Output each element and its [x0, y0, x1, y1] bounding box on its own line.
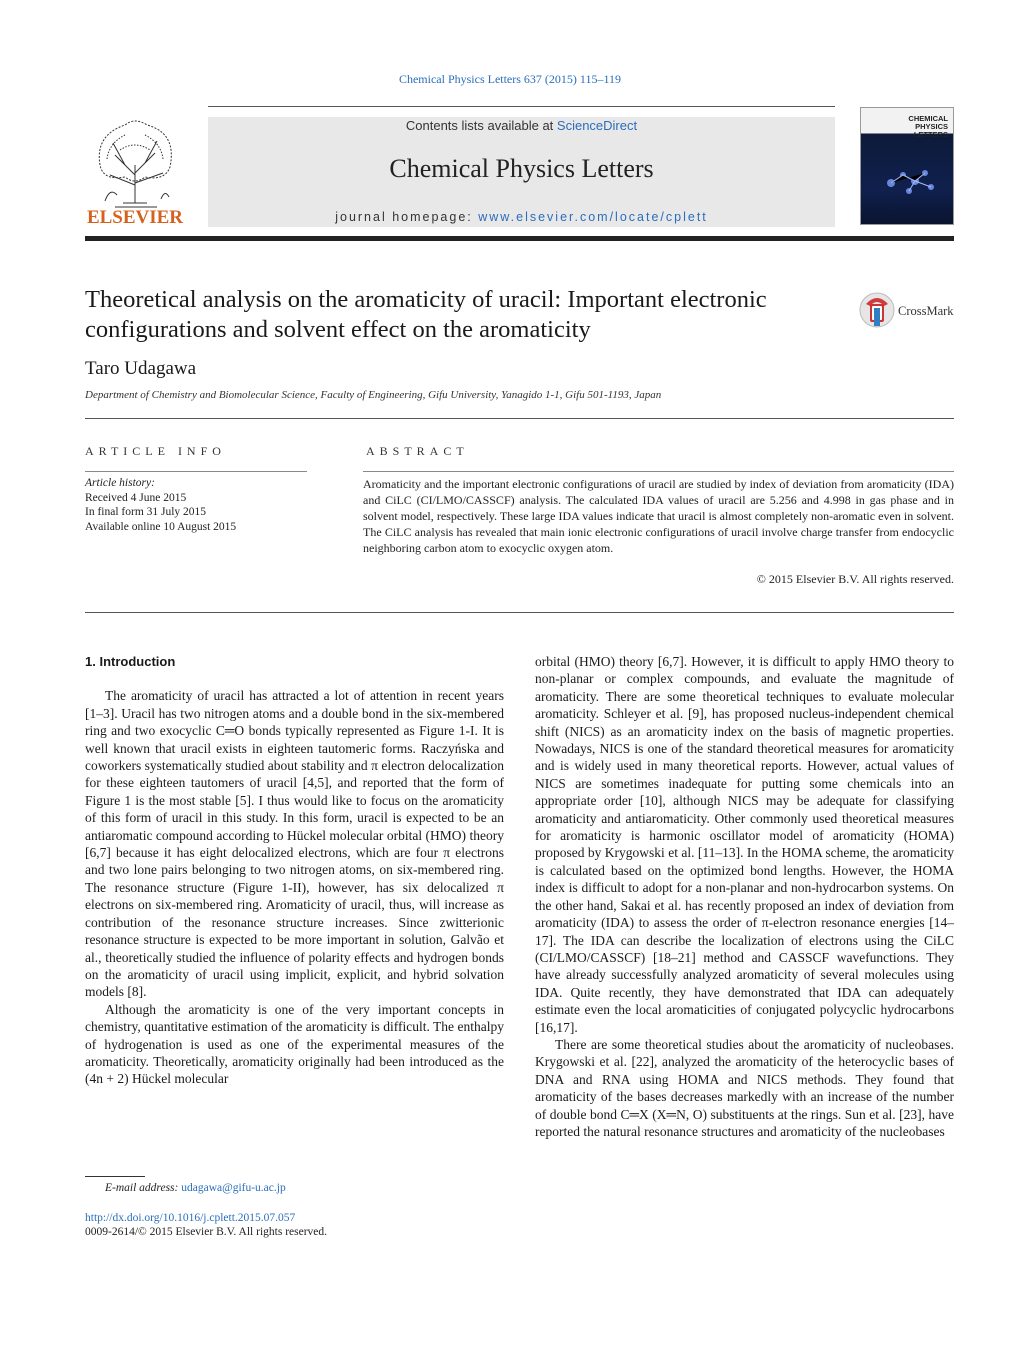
author-name: Taro Udagawa	[85, 358, 197, 379]
header-thick-rule	[85, 236, 954, 241]
paragraph: Although the aromaticity is one of the very important concepts in chemistry, quantitative estimation of the aromaticity is difficult. The enthalpy of hydrogenation is used as one of the experimental measures of the aromaticity. Theoretically, aromaticity originally had been introduced as the (4n + 2) Hückel molecular	[85, 1001, 504, 1087]
paragraph: orbital (HMO) theory [6,7]. However, it is difficult to apply HMO theory to non-planar or complex compounds, and evaluate the magnitude of aromaticity. There are some theoretical techniques to evaluate molecular aromaticity. Schleyer et al. [9], has proposed nucleus-independent chemical shift (NICS) as an aromaticity index on the basis of magnetic properties. Nowadays, NICS is one of the standard theoretical measures for aromaticity and is widely used in many theoretical reports. However, actual values of NICS are sometimes inadequate for putting some chemicals into an appropriate order [10], although NICS may be adequate for classifying aromaticity and antiaromaticity. Other commonly used theoretical measures for aromaticity is harmonic oscillator model of aromaticity (HOMA) proposed by Krygowski et al. [11–13]. In the HOMA scheme, the aromaticity is calculated based on the optimized bond lengths. However, the HOMA index is difficult to adopt for a non-planar and non-hydrocarbon systems. On the other hand, Sakai et al. has recently proposed an index of deviation from aromaticity (IDA) to assess the order of π-electron resonance energies [14–17]. The IDA can describe the localization of electrons using the CiLC (CI/LMO/CASSCF) [18–21] method and CASSCF wavefunctions. They have already successfully analyzed aromaticity of several molecules using IDA. Quite recently, they have demonstrated that IDA can adequately estimate even the local aromaticities of conjugated polycyclic hydrocarbons [16,17].	[535, 654, 954, 1035]
article-info-heading: ARTICLE INFO	[85, 444, 226, 458]
homepage-link[interactable]: www.elsevier.com/locate/cplett	[478, 210, 708, 224]
body-column-left	[85, 653, 504, 1088]
journal-title: Chemical Physics Letters	[389, 154, 654, 183]
paragraph: The aromaticity of uracil has attracted a lot of attention in recent years [1–3]. Uracil has two nitrogen atoms and a double bond in the six-membered ring and two exocyclic C═O bonds typically represented as Figure 1-I. It is well known that uracil exists in eighteen tautomeric forms. Raczyńska and coworkers systematically studied about stability and π electron delocalization for these eighteen tautomers of uracil [4,5], and reported that the form of Figure 1 is the most stable [5]. I thus would like to focus on the aromaticity of this form of uracil in this study. In this form, uracil is expected to be an antiaromatic compound according to Hückel molecular orbital (HMO) theory [6,7] because it has eight delocalized electrons, which are four π electrons and two lone pairs belonging to two nitrogen atoms, on six-membered ring. The resonance structure (Figure 1-II), however, has six delocalized π electrons on six-membered ring. Aromaticity of uracil, thus, will increase as contribution of the resonance structure increases. Since zwitterionic resonance structure is expected to be more important in solution, Galvão et al., theoretically studied the influence of polarity effects and hydrogen bonds on the aromaticity of uracil using implicit, explicit, and hybrid solvation models [8].	[85, 688, 504, 1000]
abstract-text: Aromaticity and the important electronic configurations of uracil are studied by index of deviation from aromaticity (IDA) and CiLC (CI/LMO/CASSCF) analysis. The calculated IDA values of uracil are 5.256 and 4.998 in gas phase and in solvent model, respectively. These large IDA values indicate that uracil is almost completely non-aromatic even in solvent. The CiLC analysis has revealed that main ionic electronic configurations of uracil involve charge transfer from endocyclic neighboring carbon atom to exocyclic oxygen atom.	[363, 477, 954, 555]
abstract-rule	[363, 471, 954, 472]
history-final-form: In final form 31 July 2015	[85, 506, 207, 518]
section-heading-introduction: 1. Introduction	[85, 654, 176, 669]
header-top-rule	[208, 106, 835, 107]
abstract-heading: ABSTRACT	[366, 444, 469, 458]
article-info-rule	[85, 471, 307, 472]
email-label: E-mail address:	[105, 1182, 182, 1194]
doi-link[interactable]: http://dx.doi.org/10.1016/j.cplett.2015.07.057	[85, 1212, 296, 1224]
journal-citation[interactable]: Chemical Physics Letters 637 (2015) 115–119	[398, 72, 622, 86]
homepage-prefix: journal homepage:	[335, 210, 479, 224]
elsevier-tree-logo	[85, 115, 185, 227]
elsevier-wordmark: ELSEVIER	[86, 207, 184, 227]
crossmark-label: CrossMark	[898, 304, 954, 318]
title-separator	[85, 418, 954, 419]
footnote-rule	[85, 1176, 145, 1177]
sciencedirect-link[interactable]: ScienceDirect	[556, 118, 638, 133]
journal-cover-thumbnail[interactable]	[860, 107, 954, 225]
crossmark-badge[interactable]	[858, 290, 958, 330]
author-affiliation: Department of Chemistry and Biomolecular Science, Faculty of Engineering, Gifu University, Yanagido 1-1, Gifu 501-1193, Japan	[85, 389, 662, 401]
history-label: Article history:	[85, 477, 155, 489]
article-history	[85, 476, 236, 534]
cover-title: CHEMICAL PHYSICS LETTERS	[908, 114, 948, 139]
abstract-separator	[85, 612, 954, 613]
issn-copyright: 0009-2614/© 2015 Elsevier B.V. All rights reserved.	[85, 1226, 328, 1238]
body-column-right	[535, 653, 954, 1140]
abstract-copyright: © 2015 Elsevier B.V. All rights reserved.	[756, 572, 954, 586]
history-online: Available online 10 August 2015	[85, 520, 237, 533]
email-link[interactable]: udagawa@gifu-u.ac.jp	[181, 1182, 286, 1194]
paragraph: There are some theoretical studies about the aromaticity of nucleobases. Krygowski et al. [22], analyzed the aromaticity of the heterocyclic bases of DNA and RNA using HOMA and NICS methods. They found that aromaticity of the bases decreases markedly with an increase of the number of double bond C═X (X═N, O) substituents at the rings. Sun et al. [23], have reported the natural resonance structures and aromaticity of the nucleobases	[535, 1036, 954, 1139]
history-received: Received 4 June 2015	[85, 491, 187, 504]
cover-molecule-image	[871, 153, 945, 208]
contents-prefix: Contents lists available at	[405, 118, 557, 133]
article-title: Theoretical analysis on the aromaticity of uracil: Important electronic configurations and solvent effect on the aromaticity	[85, 286, 767, 343]
email-footnote	[105, 1182, 286, 1194]
crossmark-icon	[858, 290, 896, 330]
journal-homepage	[208, 210, 835, 224]
contents-availability	[208, 118, 835, 133]
